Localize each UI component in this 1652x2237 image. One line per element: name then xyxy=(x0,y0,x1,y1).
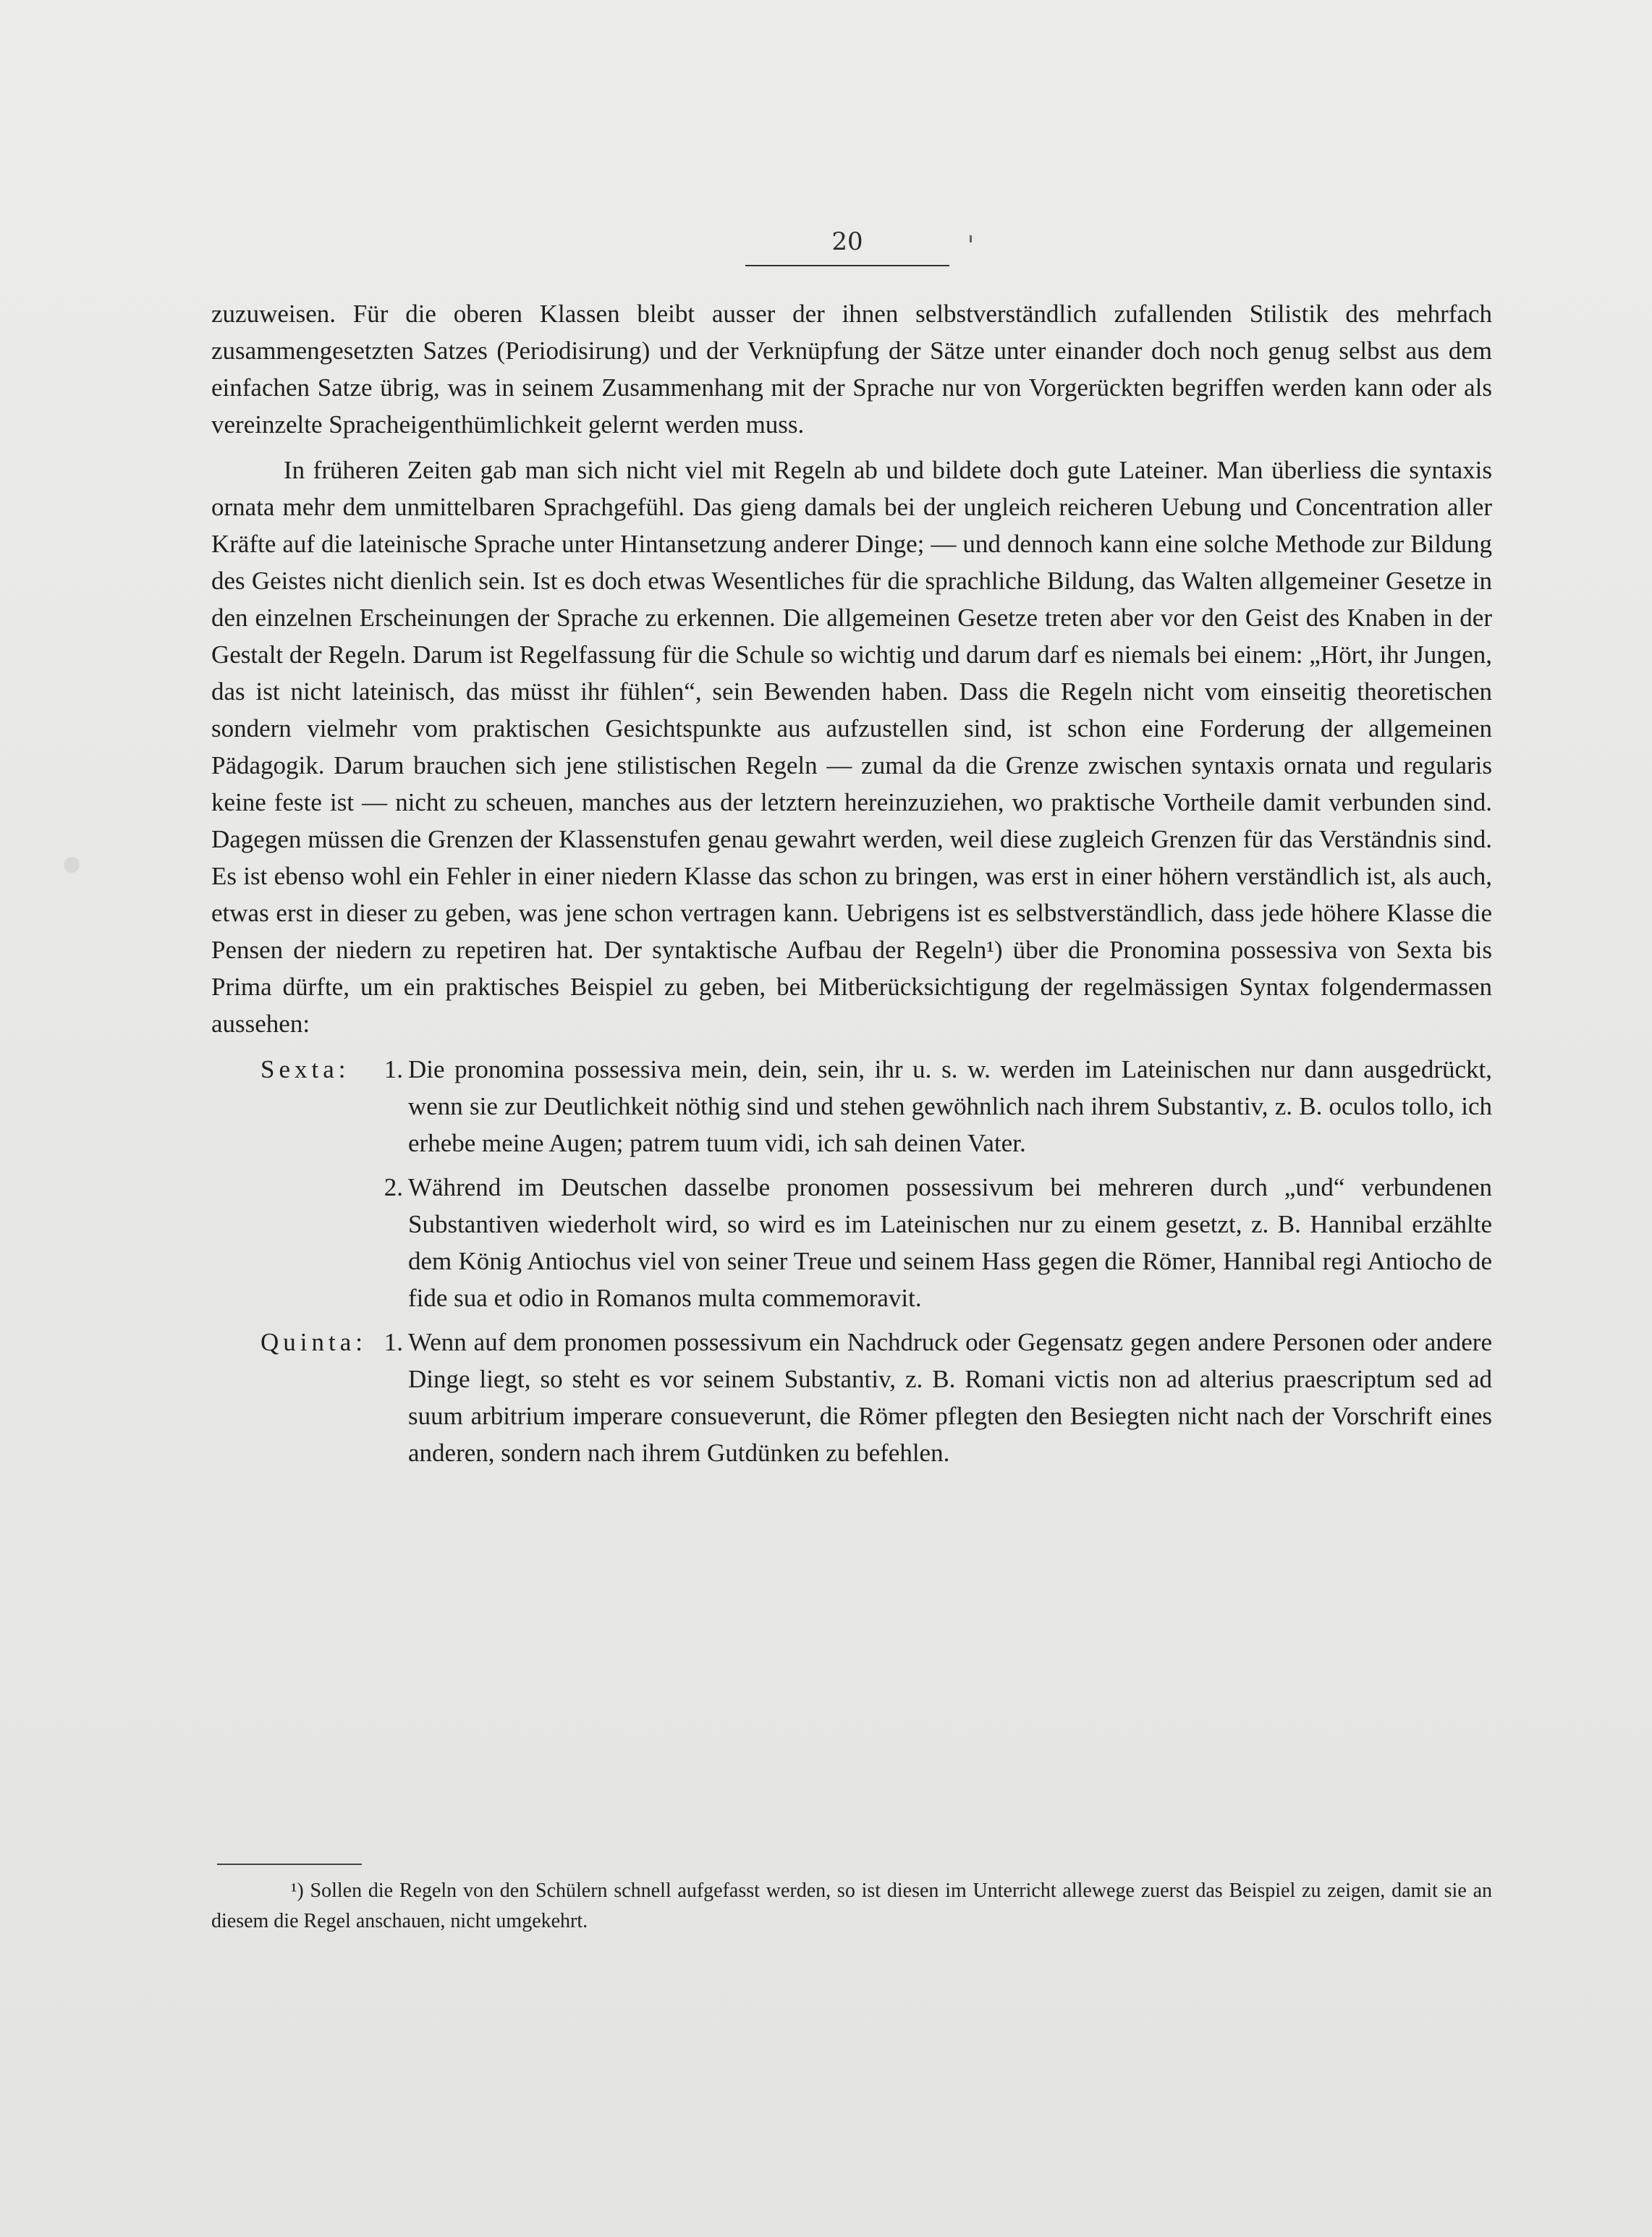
rule-class-label: Quinta: xyxy=(260,1328,367,1356)
page-number: 20 xyxy=(831,227,863,256)
paragraph: zuzuweisen. Für die oberen Klassen bleibt ausser der ihnen selbstverständlich zufallenden Stilistik des mehrfach zusammengesetzten Satzes (Periodisirung) und der Verknüpfung der Sätze unter einander doch noch genug selbst aus dem einfachen Satze übrig, was in seinem Zusammenhang mit der Sprache nur von Vorgerückten begriffen werden kann oder als vereinzelte Spracheigenthümlichkeit gelernt werden muss. xyxy=(211,300,1492,439)
paragraph: In früheren Zeiten gab man sich nicht viel mit Regeln ab und bildete doch gute Lateiner. Man überliess die syntaxis ornata mehr dem unmittelbaren Sprachgefühl. Das gieng damals bei der ungleich reicheren Uebung und Concentration aller Kräfte auf die lateinische Sprache unter Hintansetzung anderer Dinge; — und dennoch kann eine solche Methode zur Bildung des Geistes nicht dienlich sein. Ist es doch etwas Wesentliches für die sprachliche Bildung, das Walten allgemeiner Gesetze in den einzelnen Erscheinungen der Sprache zu erkennen. Die allgemeinen Gesetze treten aber vor den Geist des Knaben in der Gestalt der Regeln. Darum ist Regelfassung für die Schule so wichtig und darum darf es niemals bei einem: „Hört, ihr Jungen, das ist nicht lateinisch, das müsst ihr fühlen“, sein Bewenden haben. Dass die Regeln nicht vom einseitig theoretischen sondern vielmehr vom praktischen Gesichtspunkte aus aufzustellen sind, ist schon eine Forderung der allgemeinen Pädagogik. Darum brauchen sich jene stilistischen Regeln — zumal da die Grenze zwischen syntaxis ornata und regularis keine feste ist — nicht zu scheuen, manches aus der letztern hereinzuziehen, wo praktische Vortheile damit verbunden sind. Dagegen müssen die Grenzen der Klassenstufen genau gewahrt werden, weil diese zugleich Grenzen für das Verständnis sind. Es ist ebenso wohl ein Fehler in einer niedern Klasse das schon zu bringen, was erst in einer höhern verständlich ist, als auch, etwas erst in dieser zu geben, was jene schon vertragen kann. Uebrigens ist es selbstverständlich, dass jede höhere Klasse die Pensen der niedern zu repetiren hat. Der syntaktische Aufbau der Regeln¹) über die Pronomina possessiva von Sexta bis Prima dürfte, um ein praktisches Beispiel zu geben, bei Mitberücksichtigung der regelmässigen Syntax folgendermassen aussehen: xyxy=(211,456,1492,1038)
rule-item xyxy=(211,1051,1492,1162)
rule-item xyxy=(211,1169,1492,1316)
rules-list xyxy=(211,1051,1492,1471)
rule-number: 2. xyxy=(384,1173,403,1201)
rule-item xyxy=(211,1324,1492,1471)
rule-number: 1. xyxy=(384,1055,403,1083)
footnote: ¹) Sollen die Regeln von den Schülern schnell aufgefasst werden, so ist diesen im Unterricht allewege zuerst das Beispiel zu zeigen, damit sie an diesem die Regel anschauen, nicht umgekehrt. xyxy=(211,1879,1492,1932)
rule-number: 1. xyxy=(384,1328,403,1356)
rule-text: Die pronomina possessiva mein, dein, sein, ihr u. s. w. werden im Lateinischen nur dann ausgedrückt, wenn sie zur Deutlichkeit nöthig sind und stehen gewöhnlich nach ihrem Substantiv, z. B. oculos tollo, ich erhebe meine Augen; patrem tuum vidi, ich sah deinen Vater. xyxy=(408,1055,1492,1157)
footnote-divider xyxy=(217,1864,362,1865)
rule-text: Wenn auf dem pronomen possessivum ein Nachdruck oder Gegensatz gegen andere Personen oder andere Dinge liegt, so steht es vor seinem Substantiv, z. B. Romani victis non ad alterius praescriptum sed ad suum arbitrium imperare consueverunt, die Römer pflegten den Besiegten nicht nach der Vorschrift eines anderen, sondern nach ihrem Gutdünken zu befehlen. xyxy=(408,1328,1492,1467)
rule-text: Während im Deutschen dasselbe pronomen possessivum bei mehreren durch „und“ verbundenen Substantiven wiederholt wird, so wird es im Lateinischen nur zu einem gesetzt, z. B. Hannibal erzählte dem König Antiochus viel von seiner Treue und seinem Hass gegen die Römer, Hannibal regi Antiocho de fide sua et odio in Romanos multa commemoravit. xyxy=(408,1173,1492,1312)
rule-class-label: Sexta: xyxy=(260,1055,350,1083)
main-text xyxy=(211,295,1492,1479)
header-rule xyxy=(745,265,949,266)
print-mark xyxy=(970,235,972,242)
page-header xyxy=(745,223,949,266)
paper-spot xyxy=(64,857,80,873)
